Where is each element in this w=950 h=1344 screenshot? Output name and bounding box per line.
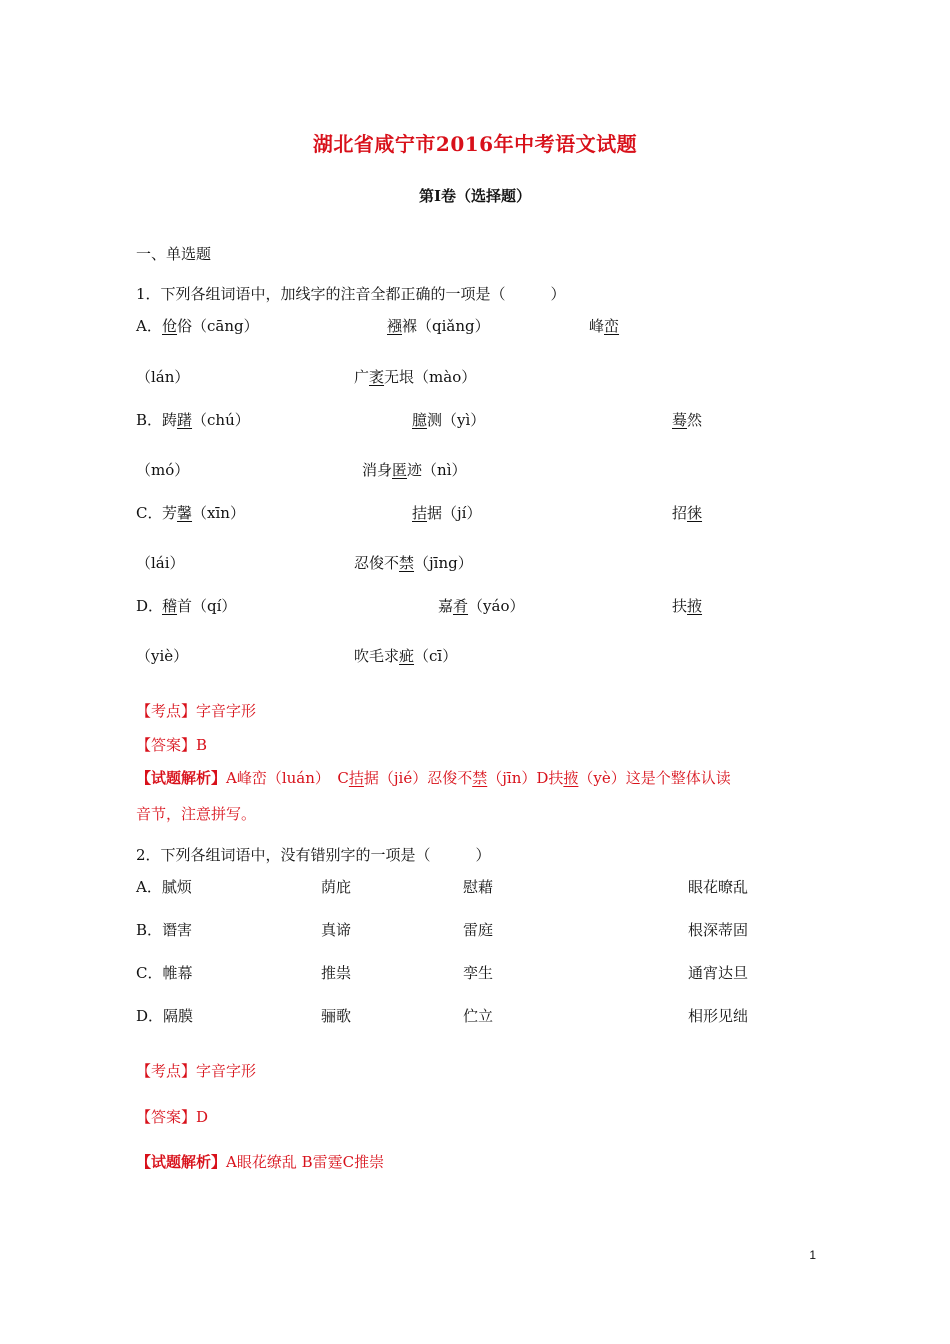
q1-option-d-word3: 扶掖 [672, 597, 703, 615]
q2-option-b: B．谮害 [136, 921, 193, 939]
q1-option-c-label: C． [136, 504, 163, 522]
q1-analysis-line2: 音节，注意拼写。 [136, 805, 257, 823]
q1-option-b-word4: 消身匿迹（nì） [362, 461, 467, 479]
q2-analysis: 【试题解析】A眼花缭乱 B雷霆C推崇 [136, 1153, 385, 1171]
q2-kaodian: 【考点】字音字形 [136, 1062, 257, 1080]
q2-option-d-word4: 相形见绌 [688, 1007, 749, 1025]
q1-option-c-word1: 芳馨（xīn） [162, 504, 245, 522]
q2-option-c: C．帷幕 [136, 964, 193, 982]
q1-option-c-word2: 拮据（jí） [412, 504, 482, 522]
q2-option-c-word2: 推祟 [321, 964, 352, 982]
q1-option-c-word3: 招徕 [672, 504, 703, 522]
q1-answer: 【答案】B [136, 736, 208, 754]
q2-option-c-word4: 通宵达旦 [688, 964, 749, 982]
q1-option-b-word2: 臆测（yì） [412, 411, 486, 429]
q1-option-d-word2: 嘉肴（yáo） [438, 597, 525, 615]
q1-option-a-word3-pinyin: （lán） [136, 368, 190, 386]
q2-option-a-word4: 眼花暸乱 [688, 878, 749, 896]
q2-answer: 【答案】D [136, 1108, 209, 1126]
q2-option-d-word2: 骊歌 [321, 1007, 352, 1025]
q1-kaodian: 【考点】字音字形 [136, 702, 257, 720]
q2-option-d-word3: 伫立 [463, 1007, 494, 1025]
q1-option-d-word4: 吹毛求疵（cī） [354, 647, 458, 665]
volume-subtitle: 第Ⅰ卷（选择题） [418, 187, 532, 205]
page-title: 湖北省咸宁市2016年中考语文试题 [312, 132, 638, 156]
q2-option-a: A．腻烦 [136, 878, 192, 896]
q1-option-a-word3: 峰峦 [589, 317, 620, 335]
q1-option-b-word3: 蓦然 [672, 411, 703, 429]
q2-option-d: D．隔膜 [136, 1007, 194, 1025]
q1-option-a-word4: 广袤无垠（mào） [354, 368, 477, 386]
q2-option-b-word3: 雷庭 [463, 921, 494, 939]
q1-option-c-word4: 忍俊不禁（jīng） [354, 554, 473, 572]
section-heading: 一、单选题 [136, 245, 212, 263]
q2-option-c-word3: 孪生 [463, 964, 494, 982]
q1-option-c-word3-pinyin: （lái） [136, 554, 185, 572]
question-2-stem: 2．下列各组词语中，没有错别字的一项是（ ） [136, 846, 491, 864]
q2-option-b-word4: 根深蒂固 [688, 921, 749, 939]
q1-option-d-word3-pinyin: （yiè） [136, 647, 189, 665]
q1-option-b-word1: 踌躇（chú） [162, 411, 250, 429]
q1-analysis: 【试题解析】A峰峦（luán） C拮据（jié）忍俊不禁（jīn）D扶掖（yè）这是个整体认读 [136, 769, 731, 787]
q1-option-d-label: D． [136, 597, 164, 615]
q1-option-a-word1: 伧俗（cāng） [162, 317, 259, 335]
q1-option-a-label: A． [136, 317, 162, 335]
q1-option-b-word3-pinyin: （mó） [136, 461, 190, 479]
q2-option-a-word2: 荫庇 [321, 878, 352, 896]
q1-option-a-word2: 襁褓（qiǎng） [387, 317, 490, 335]
page-number: 1 [809, 1248, 816, 1262]
q1-option-d-word1: 稽首（qí） [162, 597, 237, 615]
question-1-stem: 1．下列各组词语中，加线字的注音全都正确的一项是（ ） [136, 285, 566, 303]
q2-option-b-word2: 真谛 [321, 921, 352, 939]
q2-option-a-word3: 慰藉 [463, 878, 494, 896]
q1-option-b-label: B． [136, 411, 163, 429]
